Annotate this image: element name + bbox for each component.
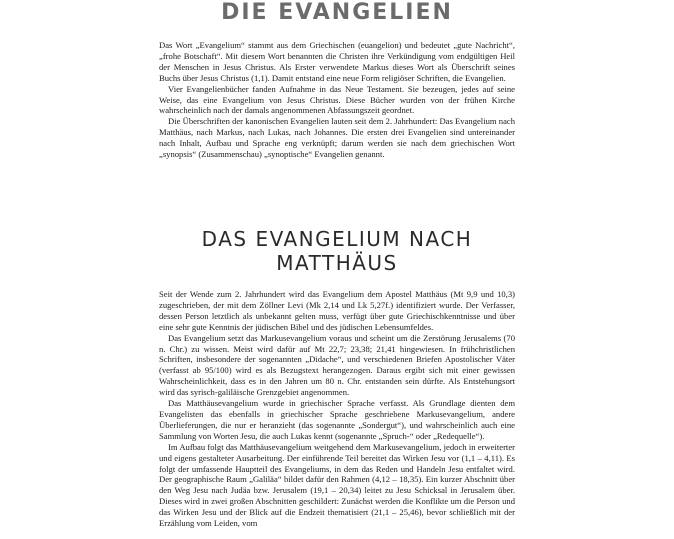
paragraph: Seit der Wende zum 2. Jahrhundert wird das Evangelium dem Apostel Matthäus (Mt 9,9 und 10,3) zugeschrieben, der mit dem Zöllner Levi (Mk 2,14 und Lk 5,27f.) identifiziert wurde. Der Verfasser, dessen Person letztlich als unbekannt gelten muss, verfügt über gute Griechischkenntnisse und über eine sehr gute Kenntnis der jüdischen Bibel und des jüdischen Lebensumfeldes. <box>159 289 515 332</box>
section-title-evangelien: DIE EVANGELIEN <box>221 0 453 25</box>
paragraph: Das Matthäusevangelium wurde in griechischer Sprache verfasst. Als Grundlage dienten dem Evangelisten das ebenfalls in griechischer Sprache geschriebene Markusevangelium, andere Überlieferungen, die nur er heranzieht (das sogenannte „Sondergut“), und wahrscheinlich auch eine Sammlung von Worten Jesu, die auch Lukas kennt (sogenannte „Spruch-“ oder „Redequelle“). <box>159 398 515 441</box>
section-title-matthaeus <box>0 227 674 275</box>
paragraph: Das Evangelium setzt das Markusevangelium voraus und scheint um die Zerstörung Jerusalems (70 n. Chr.) zu wissen. Meist wird dafür auf Mt 22,7; 23,38; 21,41 hingewiesen. In frühchristlichen Schriften, insbesondere der sogenannten „Didache“, und verschiedenen Briefen Apostolischer Väter (verfasst ab 95/100) wird es als Bezugstext herangezogen. Daraus ergibt sich mit einer gewissen Wahrscheinlichkeit, dass es in den Jahren um 80 n. Chr. entstanden sein dürfte. Als Entstehungsort wird das syrisch-galiläische Grenzgebiet angenommen. <box>159 332 515 398</box>
section-title-line: DAS EVANGELIUM NACH <box>201 227 473 251</box>
paragraph: Vier Evangelienbücher fanden Aufnahme in das Neue Testament. Sie bezeugen, jedes auf seine Weise, das eine Evangelium von Jesus Christus. Diese Bücher wurden von der frühen Kirche wahrscheinlich nach der damals angenommenen Abfassungszeit geordnet. <box>159 83 515 116</box>
section-evangelien-body <box>159 40 515 160</box>
section-matthaeus-body <box>159 289 515 529</box>
paragraph: Das Wort „Evangelium“ stammt aus dem Griechischen (euangelion) und bedeutet „gute Nachricht“, „frohe Botschaft“. Mit diesem Wort benannten die Christen ihre Verkündigung vom endgültigen Heil der Menschen in Jesus Christus. Als Erster verwendete Markus dieses Wort als Überschrift seines Buchs über Jesus Christus (1,1). Damit entstand eine neue Form religiöser Schriften, die Evangelien. <box>159 40 515 83</box>
section-title-line: MATTHÄUS <box>276 251 398 275</box>
paragraph: Im Aufbau folgt das Matthäusevangelium weitgehend dem Markusevangelium, jedoch in erweiterter und eigens gestalteter Ausarbeitung. Der einführende Teil bereitet das Wirken Jesu vor (1,1 – 4,11). Es folgt der umfassende Hauptteil des Evangeliums, in dem das Reden und Handeln Jesu entfaltet wird. Der geographische Raum „Galiläa“ bildet dafür den Rahmen (4,12 – 18,35). Ein kurzer Abschnitt über den Weg Jesu nach Judäa bzw. Jerusalem (19,1 – 20,34) leitet zu Jesu Schicksal in Jerusalem über. Dieses wird in zwei großen Abschnitten geschildert: Zunächst werden die Konflikte um die Person und das Wirken Jesu und der Blick auf die Endzeit thematisiert (21,1 – 25,46), bevor schließlich mit der Erzählung vom Leiden, vom <box>159 441 515 529</box>
paragraph: Die Überschriften der kanonischen Evangelien lauten seit dem 2. Jahrhundert: Das Evangelium nach Matthäus, nach Markus, nach Lukas, nach Johannes. Die ersten drei Evangelien sind untereinander nach Inhalt, Aufbau und Sprache eng verknüpft; darum werden sie nach dem griechischen Wort „synopsis“ (Zusammenschau) „synoptische“ Evangelien genannt. <box>159 116 515 160</box>
